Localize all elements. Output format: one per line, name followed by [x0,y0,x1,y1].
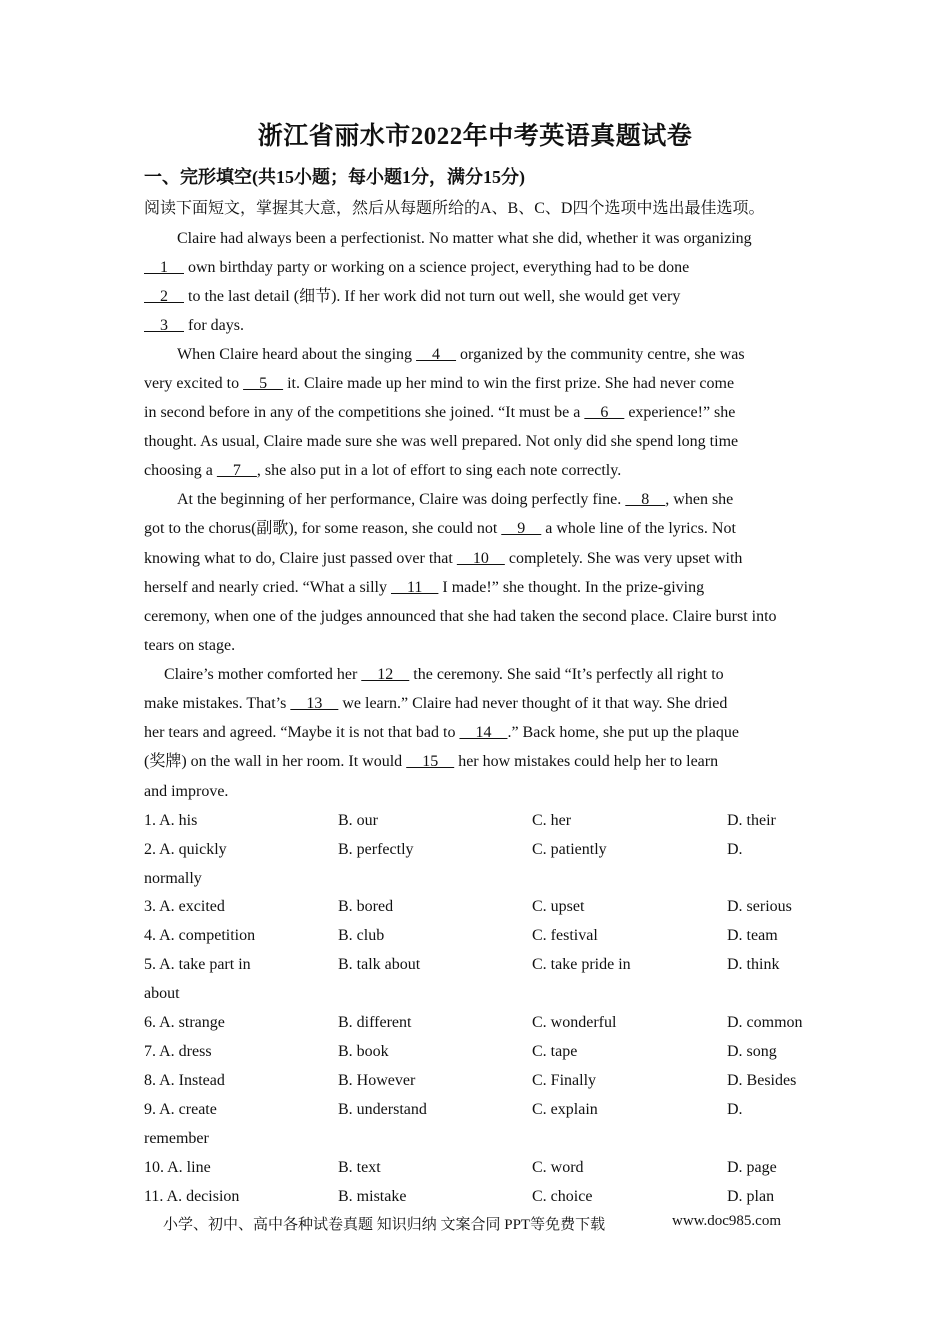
option-b: B. different [338,1014,412,1031]
option-a: 9. A. create [144,1101,217,1118]
passage-text: her how mistakes could help her to learn [454,753,719,770]
option-b: B. club [338,927,385,944]
option-b: B. talk about [338,956,421,973]
passage-line [144,549,742,569]
blank-14: 14 [459,724,508,741]
option-b: B. our [338,812,378,829]
passage-line [164,665,724,685]
blank-7: 7 [216,462,257,479]
option-c: C. word [532,1159,584,1176]
option-d: D. page [727,1159,777,1176]
passage-text: herself and nearly cried. “What a silly [144,579,391,596]
option-a: 6. A. strange [144,1014,225,1031]
option-c: C. patiently [532,841,607,858]
option-a: 4. A. competition [144,927,256,944]
page-title: 浙江省丽水市2022年中考英语真题试卷 [257,123,693,150]
passage-text: knowing what to do, Claire just passed over that [144,550,457,567]
passage-line [144,578,704,598]
option-a: 1. A. his [144,812,198,829]
passage-line [144,287,680,307]
option-a: 3. A. excited [144,898,225,915]
option-d-wrap: about [144,985,180,1002]
passage-text: Claire’s mother comforted her [164,666,362,683]
blank-13: 13 [290,695,339,712]
passage-text: I made!” she thought. In the prize-giving [438,579,705,596]
option-d: D. Besides [727,1072,797,1089]
instruction-text: 阅读下面短文，掌握其大意，然后从每题所给的A、B、C、D四个选项中选出最佳选项。 [144,200,765,217]
option-d: D. plan [727,1188,775,1205]
blank-11: 11 [391,579,439,596]
passage-line [144,694,727,714]
passage-line: Claire had always been a perfectionist. No matter what she did, whether it was organizing [177,230,752,247]
option-b: B. text [338,1159,381,1176]
option-d: D. serious [727,898,792,915]
passage-text: make mistakes. That’s [144,695,291,712]
option-b: B. bored [338,898,394,915]
passage-text: (奖牌) on the wall in her room. It would [144,753,407,770]
blank-9: 9 [501,520,542,537]
blank-2: 2 [144,288,184,305]
blank-3: 3 [144,317,184,334]
passage-text: to the last detail (细节). If her work did not turn out well, she would get very [184,288,681,305]
option-c: C. Finally [532,1072,597,1089]
passage-text: , she also put in a lot of effort to sing each note correctly. [256,462,622,479]
option-b: B. mistake [338,1188,407,1205]
option-c: C. wonderful [532,1014,617,1031]
passage-line [144,258,689,278]
passage-text: a whole line of the lyrics. Not [541,520,736,537]
option-c: C. festival [532,927,598,944]
option-a: 7. A. dress [144,1043,212,1060]
option-b: B. perfectly [338,841,414,858]
option-d: D. think [727,956,780,973]
option-a: 11. A. decision [144,1188,240,1205]
blank-4: 4 [416,346,457,363]
option-d-wrap: normally [144,870,202,887]
passage-text: the ceremony. She said “It’s perfectly all right to [409,666,724,683]
passage-line [177,345,745,365]
footer-text: 小学、初中、高中各种试卷真题 知识归纳 文案合同 PPT等免费下载 [163,1217,606,1233]
passage-line [144,316,244,336]
passage-text: .” Back home, she put up the plaque [507,724,739,741]
passage-text: experience!” she [624,404,736,421]
option-c: C. tape [532,1043,578,1060]
option-a: 2. A. quickly [144,841,227,858]
passage-text: we learn.” Claire had never thought of it that way. She dried [338,695,728,712]
passage-line [144,461,621,481]
passage-text: for days. [184,317,244,334]
passage-line [177,490,733,510]
passage-line [144,752,718,772]
option-d: D. team [727,927,778,944]
passage-text: in second before in any of the competitions she joined. “It must be a [144,404,585,421]
passage-text: her tears and agreed. “Maybe it is not that bad to [144,724,460,741]
option-a: 10. A. line [144,1159,211,1176]
section-heading: 一、完形填空(共15小题；每小题1分，满分15分) [144,167,525,187]
passage-text: At the beginning of her performance, Claire was doing perfectly fine. [177,491,626,508]
option-d: D. their [727,812,776,829]
passage-text: choosing a [144,462,217,479]
passage-line [144,403,735,423]
option-c: C. upset [532,898,585,915]
option-d: D. common [727,1014,803,1031]
passage-text: , when she [665,491,734,508]
blank-8: 8 [625,491,666,508]
passage-text: When Claire heard about the singing [177,346,417,363]
passage-line: and improve. [144,783,229,800]
passage-text: it. Claire made up her mind to win the first prize. She had never come [283,375,735,392]
passage-text: own birthday party or working on a science project, everything had to be done [184,259,690,276]
passage-line [144,723,739,743]
passage-text: completely. She was very upset with [504,550,743,567]
option-c: C. her [532,812,572,829]
blank-15: 15 [406,753,455,770]
blank-5: 5 [243,375,284,392]
passage-line: ceremony, when one of the judges announced that she had taken the second place. Claire burst into [144,608,777,625]
passage-text: got to the chorus(副歌), for some reason, she could not [144,520,502,537]
passage-line [144,519,736,539]
footer-link[interactable]: www.doc985.com [672,1213,782,1229]
blank-6: 6 [584,404,625,421]
passage-line: thought. As usual, Claire made sure she was well prepared. Not only did she spend long time [144,433,739,450]
option-d: D. [727,841,743,858]
passage-line [144,374,734,394]
option-b: B. However [338,1072,416,1089]
option-a: 5. A. take part in [144,956,251,973]
passage-text: organized by the community centre, she was [456,346,745,363]
option-c: C. explain [532,1101,598,1118]
blank-1: 1 [144,259,184,276]
option-d: D. song [727,1043,777,1060]
option-b: B. understand [338,1101,427,1118]
option-a: 8. A. Instead [144,1072,225,1089]
option-d-wrap: remember [144,1130,209,1147]
passage-text: very excited to [144,375,244,392]
passage-line: tears on stage. [144,637,236,654]
option-d: D. [727,1101,743,1118]
option-c: C. take pride in [532,956,631,973]
blank-10: 10 [456,550,505,567]
blank-12: 12 [361,666,410,683]
option-b: B. book [338,1043,389,1060]
option-c: C. choice [532,1188,593,1205]
